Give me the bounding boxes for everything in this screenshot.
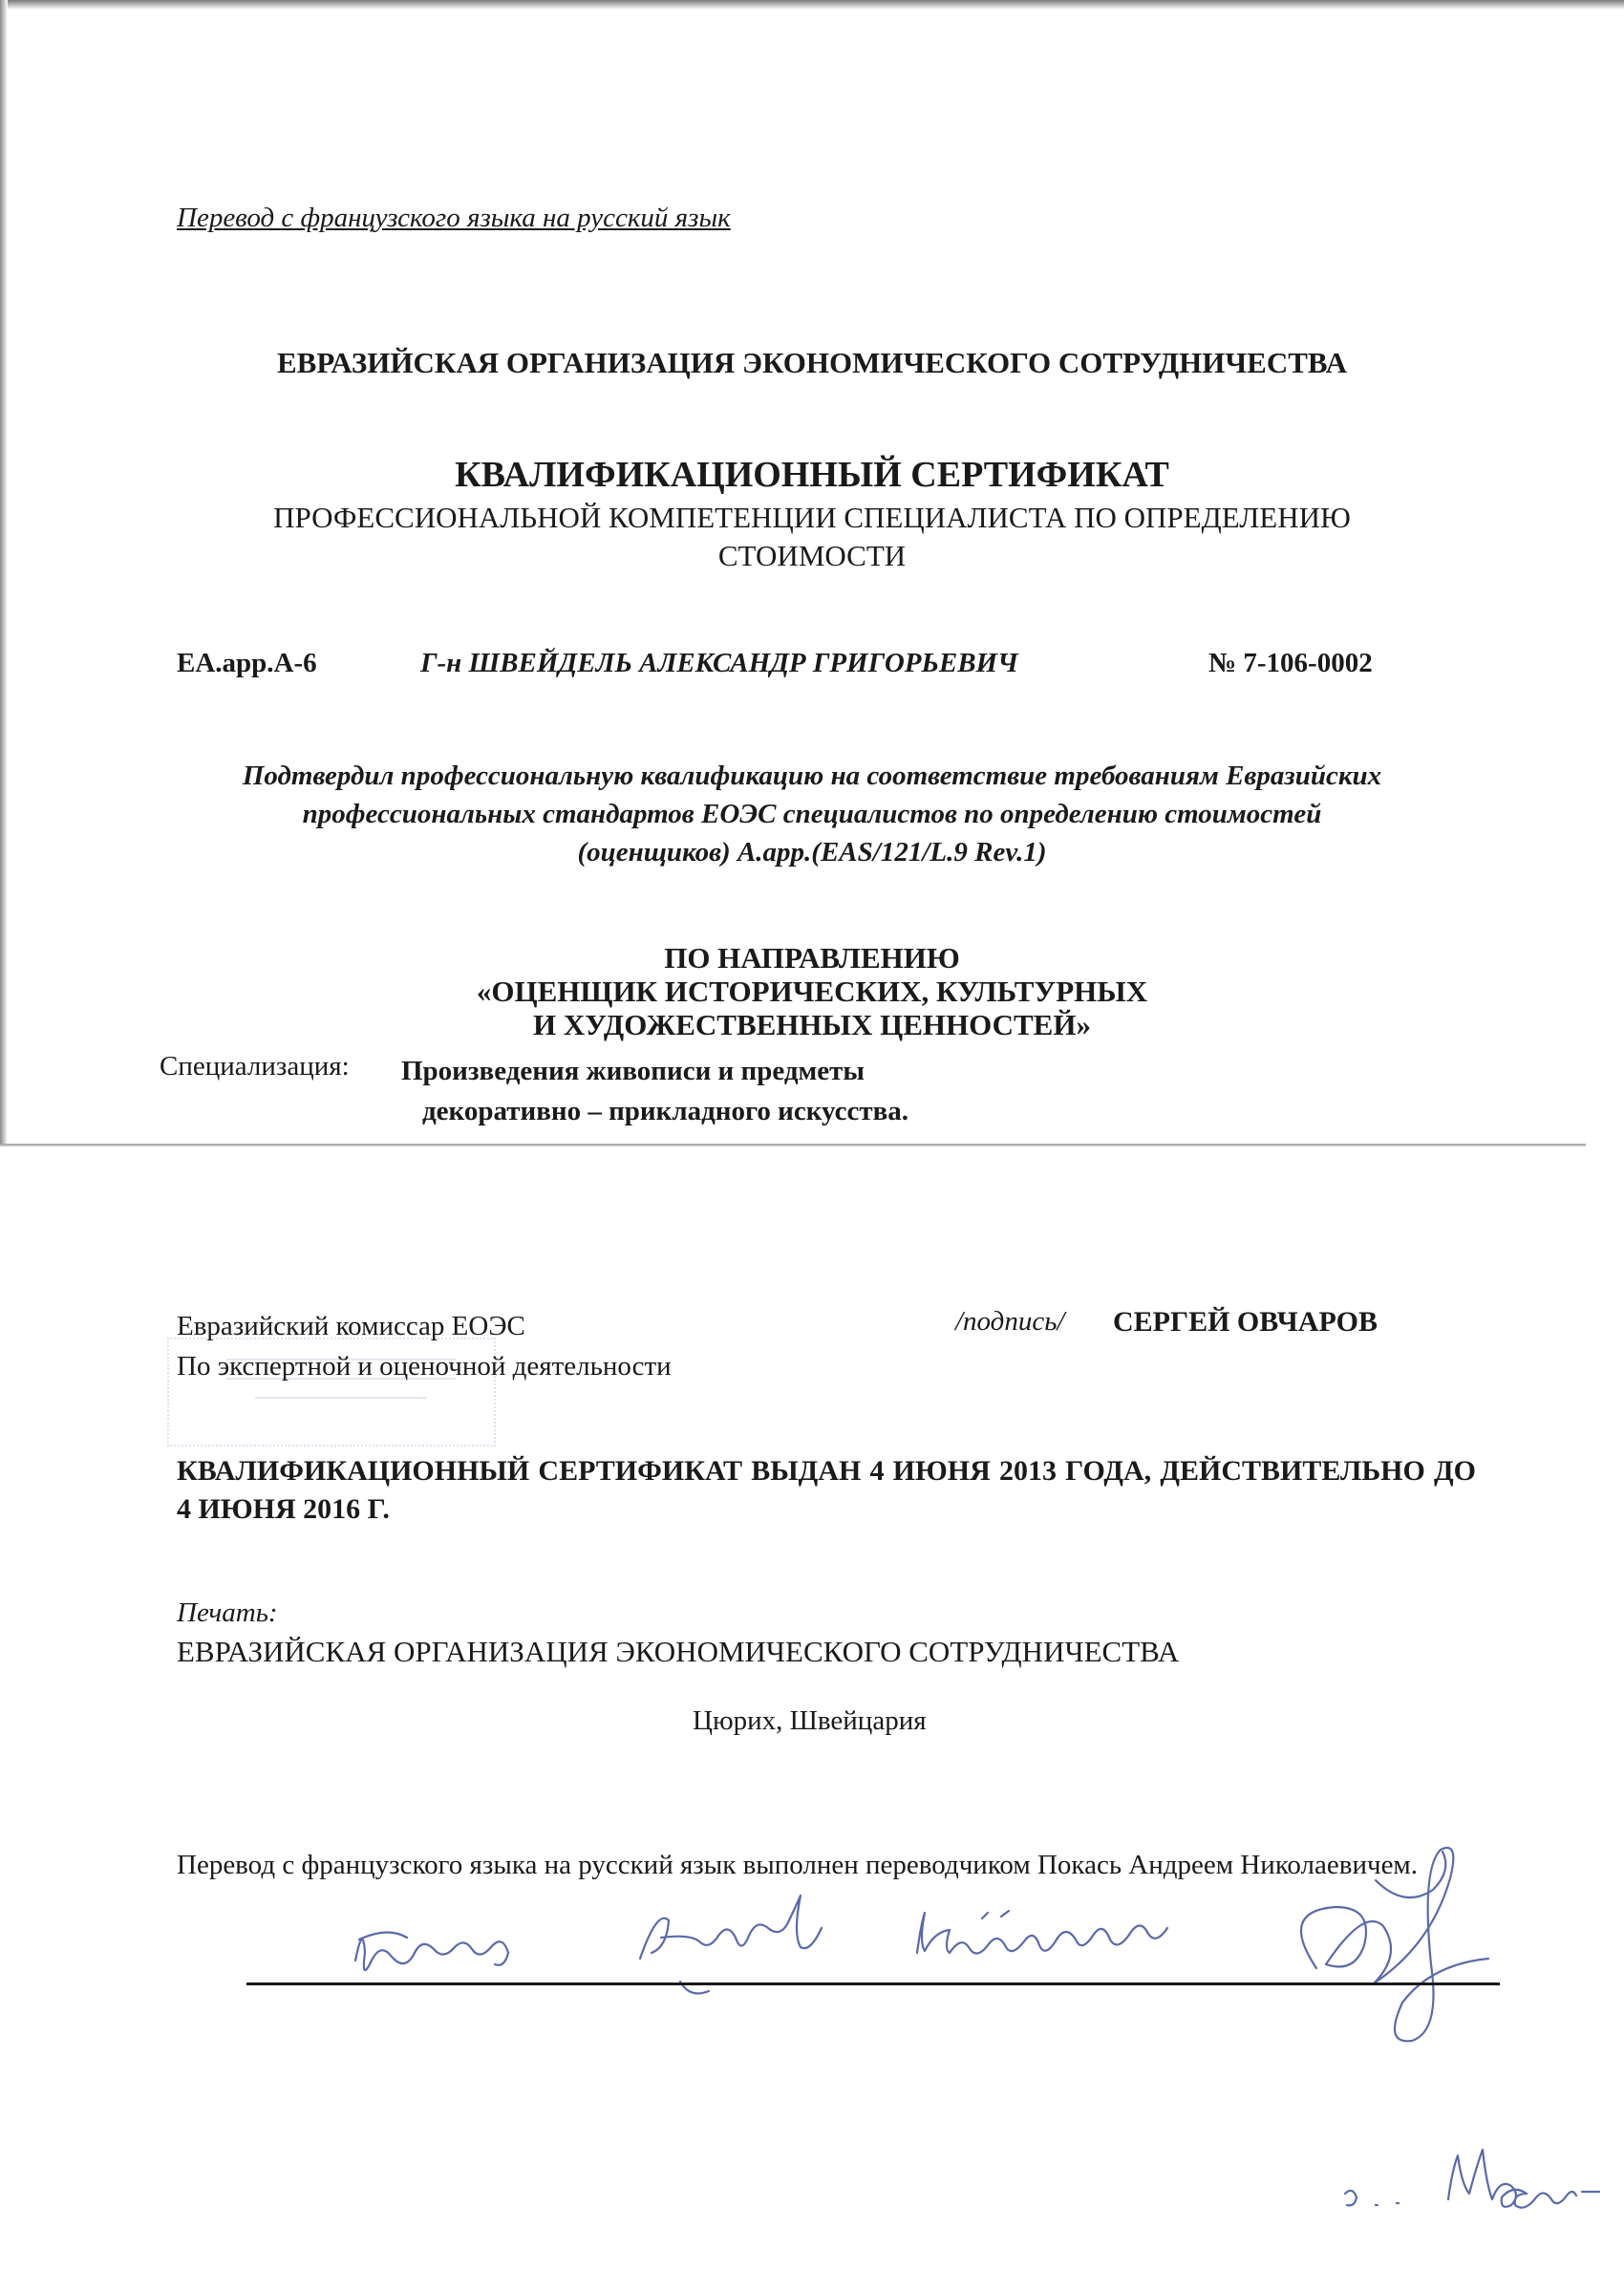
stamp-organization: ЕВРАЗИЙСКАЯ ОРГАНИЗАЦИЯ ЭКОНОМИЧЕСКОГО СОТРУДНИЧЕСТВА	[177, 1635, 1180, 1668]
organization-title: ЕВРАЗИЙСКАЯ ОРГАНИЗАЦИЯ ЭКОНОМИЧЕСКОГО СОТРУДНИЧЕСТВА	[276, 346, 1348, 379]
qualification-confirmation-text: Подтвердил профессиональную квалификацию на соответствие требованиям Евразийских профессиональных стандартов ЕОЭС специалистов по определению стоимостей (оценщиков) A.app.(EAS/121/L.9 Rev.1)	[242, 761, 1382, 868]
translator-note: Перевод с французского языка на русский язык выполнен переводчиком Покась Андреем Николаевичем.	[177, 1850, 1419, 1880]
stamp-label: Печать:	[177, 1597, 278, 1628]
specialization-line-1: Произведения живописи и предметы	[401, 1056, 865, 1086]
specialization-label: Специализация:	[160, 1051, 350, 1082]
signatory-role-line-2: По экспертной и оценочной деятельности	[177, 1351, 672, 1382]
validity-statement: КВАЛИФИКАЦИОННЫЙ СЕРТИФИКАТ ВЫДАН 4 ИЮНЯ 2013 ГОДА, ДЕЙСТВИТЕЛЬНО ДО 4 ИЮНЯ 2016 Г.	[177, 1455, 1476, 1525]
signatory-role-line-1: Евразийский комиссар ЕОЭС	[177, 1311, 525, 1341]
translation-header: Перевод с французского языка на русский язык	[177, 203, 731, 233]
direction-line-2: «ОЦЕНЩИК ИСТОРИЧЕСКИХ, КУЛЬТУРНЫХ	[476, 975, 1148, 1008]
certificate-number: № 7-106-0002	[1208, 648, 1373, 678]
specialization-line-2: декоративно – прикладного искусства.	[422, 1096, 909, 1126]
certificate-holder: Г-н ШВЕЙДЕЛЬ АЛЕКСАНДР ГРИГОРЬЕВИЧ	[420, 648, 1018, 678]
signature-note: /подпись/	[955, 1306, 1065, 1337]
certificate-title: КВАЛИФИКАЦИОННЫЙ СЕРТИФИКАТ	[455, 455, 1169, 495]
signatory-name: СЕРГЕЙ ОВЧАРОВ	[1113, 1306, 1378, 1338]
stamp-city: Цюрих, Швейцария	[693, 1705, 927, 1736]
signature-rule	[246, 1982, 1500, 1985]
direction-heading: ПО НАПРАВЛЕНИЮ	[664, 941, 960, 975]
certificate-code: EA.app.A-6	[177, 648, 317, 678]
direction-line-3: И ХУДОЖЕСТВЕННЫХ ЦЕННОСТЕЙ»	[533, 1008, 1091, 1041]
certificate-subtitle-text: ПРОФЕССИОНАЛЬНОЙ КОМПЕТЕНЦИИ СПЕЦИАЛИСТА ПО ОПРЕДЕЛЕНИЮ СТОИМОСТИ	[273, 501, 1351, 572]
